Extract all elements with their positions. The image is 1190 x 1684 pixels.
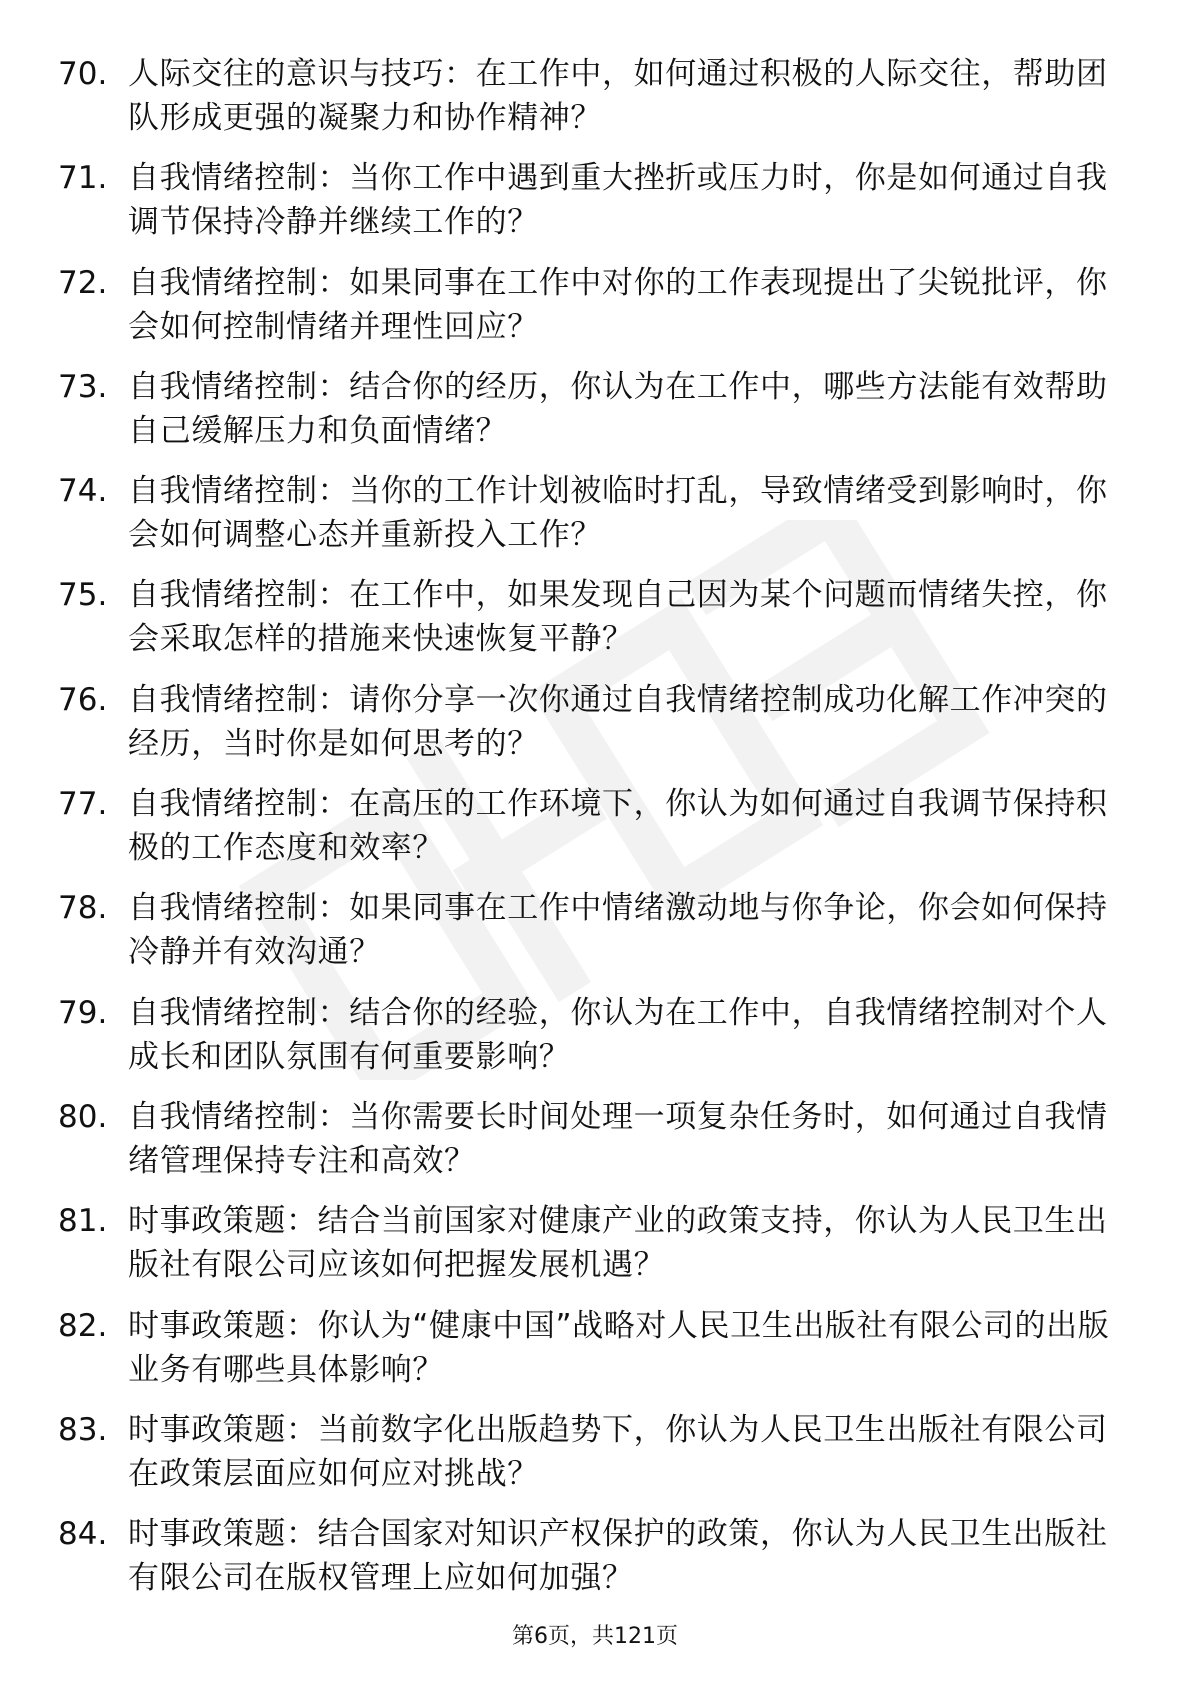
question-item bbox=[58, 469, 1118, 573]
question-item bbox=[58, 156, 1118, 260]
question-text: 自我情绪控制：当你的工作计划被临时打乱，导致情绪受到影响时，你会如何调整心态并重新投入工作？ bbox=[128, 473, 1108, 554]
question-number: 76. bbox=[58, 681, 108, 718]
question-text: 自我情绪控制：如果同事在工作中对你的工作表现提出了尖锐批评，你会如何控制情绪并理性回应？ bbox=[128, 264, 1108, 345]
question-text: 自我情绪控制：当你需要长时间处理一项复杂任务时，如何通过自我情绪管理保持专注和高效？ bbox=[128, 1098, 1108, 1179]
question-item bbox=[58, 52, 1118, 156]
question-item bbox=[58, 1304, 1118, 1408]
question-number: 78. bbox=[58, 890, 108, 927]
page-footer: 第6页，共121页 bbox=[512, 1624, 678, 1649]
question-number: 77. bbox=[58, 786, 108, 823]
question-item bbox=[58, 886, 1118, 990]
question-number: 73. bbox=[58, 368, 108, 405]
question-text: 自我情绪控制：如果同事在工作中情绪激动地与你争论，你会如何保持冷静并有效沟通？ bbox=[128, 890, 1108, 971]
question-number: 74. bbox=[58, 473, 108, 510]
question-item bbox=[58, 1512, 1118, 1616]
question-item bbox=[58, 365, 1118, 469]
question-number: 83. bbox=[58, 1411, 108, 1448]
question-number: 82. bbox=[58, 1307, 108, 1344]
question-item bbox=[58, 991, 1118, 1095]
question-number: 72. bbox=[58, 264, 108, 301]
question-item bbox=[58, 782, 1118, 886]
question-text: 时事政策题：你认为“健康中国”战略对人民卫生出版社有限公司的出版业务有哪些具体影响？ bbox=[128, 1307, 1110, 1388]
question-item bbox=[58, 1095, 1118, 1199]
question-number: 71. bbox=[58, 160, 108, 197]
question-number: 81. bbox=[58, 1203, 108, 1240]
question-text: 自我情绪控制：结合你的经验，你认为在工作中，自我情绪控制对个人成长和团队氛围有何重要影响？ bbox=[128, 994, 1108, 1075]
question-item bbox=[58, 261, 1118, 365]
question-text: 自我情绪控制：请你分享一次你通过自我情绪控制成功化解工作冲突的经历，当时你是如何思考的？ bbox=[128, 681, 1108, 762]
question-number: 80. bbox=[58, 1098, 108, 1135]
question-number: 79. bbox=[58, 994, 108, 1031]
question-item bbox=[58, 573, 1118, 677]
question-text: 时事政策题：结合国家对知识产权保护的政策，你认为人民卫生出版社有限公司在版权管理上应如何加强？ bbox=[128, 1516, 1108, 1597]
question-item bbox=[58, 678, 1118, 782]
question-text: 时事政策题：当前数字化出版趋势下，你认为人民卫生出版社有限公司在政策层面应如何应对挑战？ bbox=[128, 1411, 1108, 1492]
question-text: 时事政策题：结合当前国家对健康产业的政策支持，你认为人民卫生出版社有限公司应该如何把握发展机遇？ bbox=[128, 1203, 1108, 1284]
question-item bbox=[58, 1199, 1118, 1303]
question-text: 自我情绪控制：在高压的工作环境下，你认为如何通过自我调节保持积极的工作态度和效率？ bbox=[128, 786, 1108, 867]
question-item bbox=[58, 1408, 1118, 1512]
question-number: 84. bbox=[58, 1516, 108, 1553]
question-text: 自我情绪控制：当你工作中遇到重大挫折或压力时，你是如何通过自我调节保持冷静并继续工作的？ bbox=[128, 160, 1108, 241]
question-text: 自我情绪控制：结合你的经历，你认为在工作中，哪些方法能有效帮助自己缓解压力和负面情绪？ bbox=[128, 368, 1108, 449]
question-list bbox=[58, 52, 1118, 1616]
question-number: 75. bbox=[58, 577, 108, 614]
question-number: 70. bbox=[58, 56, 108, 92]
question-text: 人际交往的意识与技巧：在工作中，如何通过积极的人际交往，帮助团队形成更强的凝聚力和协作精神？ bbox=[128, 56, 1108, 136]
question-text: 自我情绪控制：在工作中，如果发现自己因为某个问题而情绪失控，你会采取怎样的措施来快速恢复平静？ bbox=[128, 577, 1108, 658]
